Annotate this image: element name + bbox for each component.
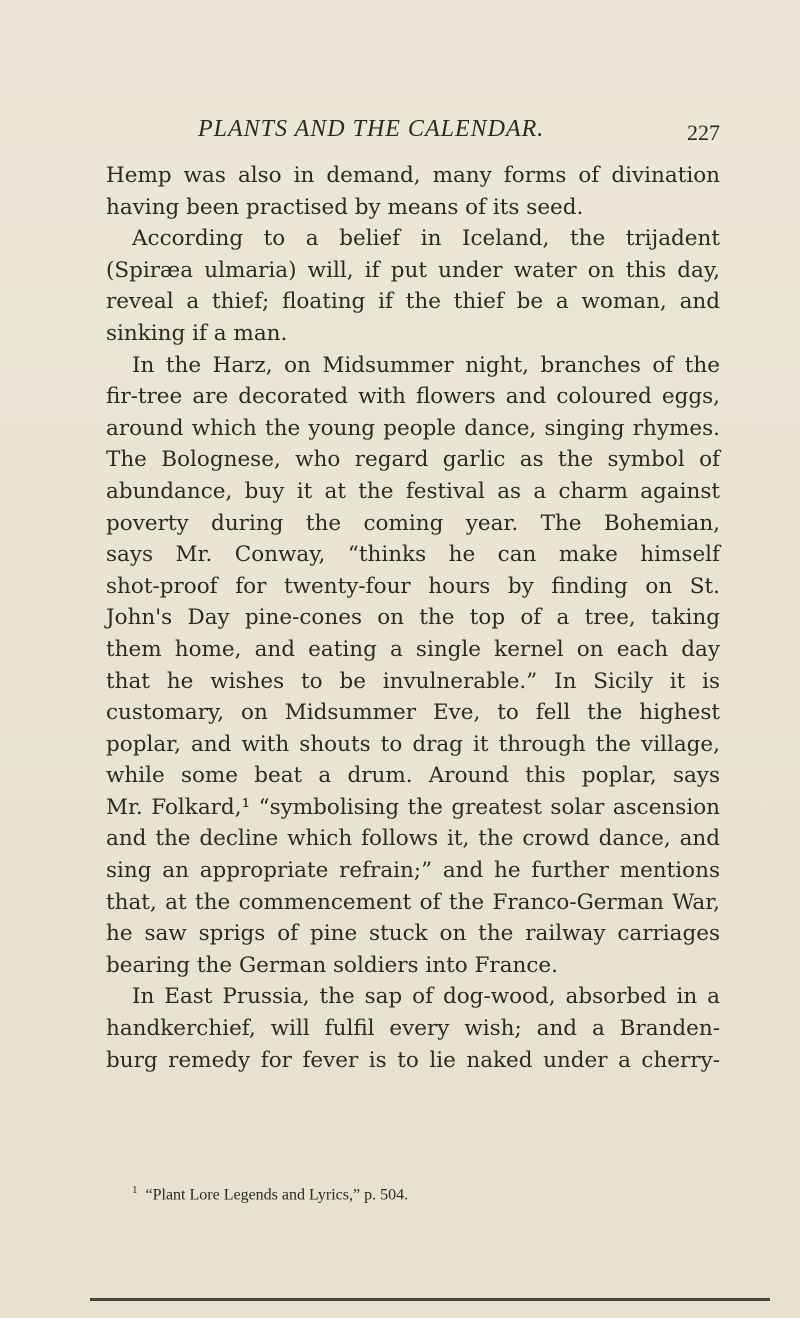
text-line: (Spiræa ulmaria) will, if put under water on this day,	[106, 257, 720, 283]
text-line: having been practised by means of its seed.	[106, 194, 584, 220]
text-line: fir-tree are decorated with flowers and coloured eggs,	[106, 384, 720, 410]
text-line: In the Harz, on Midsummer night, branches of the	[132, 352, 720, 378]
text-line: shot-proof for twenty-four hours by finding on St.	[106, 573, 720, 599]
text-line: while some beat a drum. Around this poplar, says	[106, 763, 720, 789]
text-line: that he wishes to be invulnerable.” In Sicily it is	[106, 668, 720, 694]
text-line: Hemp was also in demand, many forms of divination	[106, 163, 720, 188]
text-line: poplar, and with shouts to drag it through the village,	[106, 731, 720, 757]
text-line: around which the young people dance, singing rhymes.	[106, 415, 720, 441]
text-line: John's Day pine-cones on the top of a tree, taking	[106, 605, 720, 631]
text-line: In East Prussia, the sap of dog-wood, absorbed in a	[132, 984, 720, 1010]
running-title: PLANTS AND THE CALENDAR.	[198, 116, 545, 142]
text-line: and the decline which follows it, the crowd dance, and	[106, 826, 720, 852]
text-line: Mr. Folkard,¹ “symbolising the greatest solar ascension	[106, 794, 720, 820]
text-line: says Mr. Conway, “thinks he can make himself	[106, 542, 720, 568]
page-header	[106, 116, 720, 152]
text-line: bearing the German soldiers into France.	[106, 952, 558, 978]
text-line: abundance, buy it at the festival as a charm against	[106, 478, 720, 504]
text-line: them home, and eating a single kernel on each day	[106, 636, 720, 662]
text-line: reveal a thief; floating if the thief be a woman, and	[106, 289, 720, 315]
text-line: customary, on Midsummer Eve, to fell the highest	[106, 700, 720, 726]
body-text	[106, 160, 720, 1076]
text-line: he saw sprigs of pine stuck on the railway carriages	[106, 921, 720, 947]
text-line: handkerchief, will fulfil every wish; and a Branden-	[106, 1016, 720, 1042]
text-line: The Bolognese, who regard garlic as the symbol of	[106, 447, 720, 473]
page-number: 227	[687, 120, 720, 145]
text-line: sing an appropriate refrain;” and he further mentions	[106, 858, 720, 884]
footnote	[132, 1184, 408, 1204]
page-edge-rule	[90, 1298, 770, 1301]
footnote-mark: 1	[132, 1184, 138, 1196]
text-line: According to a belief in Iceland, the trijadent	[132, 226, 720, 252]
text-line: that, at the commencement of the Franco-German War,	[106, 889, 720, 915]
footnote-text: “Plant Lore Legends and Lyrics,” p. 504.	[145, 1186, 409, 1204]
text-line: poverty during the coming year. The Bohemian,	[106, 510, 720, 536]
text-line: sinking if a man.	[106, 320, 288, 346]
text-line: burg remedy for fever is to lie naked under a cherry-	[106, 1047, 720, 1073]
